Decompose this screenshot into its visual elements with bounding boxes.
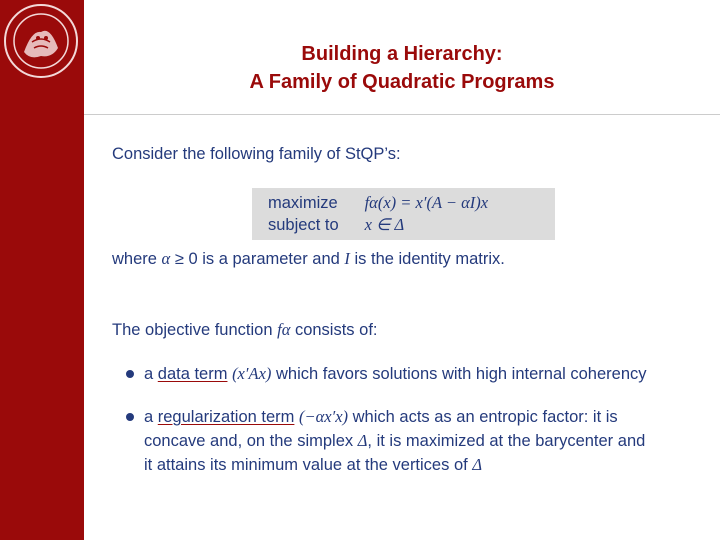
alpha-symbol: α <box>161 249 171 268</box>
bullet2-rest: which acts as an entropic factor: it is <box>352 408 618 426</box>
bullet2-line2b: , it is maximized at the barycenter and <box>367 432 646 450</box>
bullet2-line2a: concave and, on the simplex <box>144 432 354 450</box>
bullet2-lead: a <box>144 408 158 426</box>
slide-title <box>84 40 720 96</box>
where-identity-text: is the identity matrix. <box>354 250 505 268</box>
title-divider <box>84 114 720 115</box>
bullet-dot <box>126 413 134 421</box>
objective-intro-text: The objective function <box>112 321 273 339</box>
where-parameter-text: 0 is a parameter and <box>188 250 340 268</box>
simplex-symbol-2: Δ <box>472 455 482 474</box>
identity-symbol: I <box>344 249 350 268</box>
quadratic-program-box <box>252 188 555 240</box>
where-word: where <box>112 250 157 268</box>
subject-to-row <box>268 215 404 235</box>
regularization-term-formula: (−αx′x) <box>299 407 349 426</box>
data-term-label: data term <box>157 365 228 383</box>
slide-title-line1: Building a Hierarchy: <box>301 43 503 65</box>
objective-formula: fα(x) = x′(A − αI)x <box>364 193 489 212</box>
bullet1-lead: a <box>144 365 158 383</box>
bullet1-rest: which favors solutions with high internal coherency <box>275 365 647 383</box>
objective-intro-tail: consists of: <box>294 321 378 339</box>
geq-symbol: ≥ <box>174 250 184 268</box>
regularization-term-label: regularization term <box>157 408 295 426</box>
bullet2-line3 <box>144 455 482 475</box>
bullet2-line3-text: it attains its minimum value at the vertices of <box>144 456 468 474</box>
objective-intro <box>112 320 378 340</box>
sidebar-band <box>0 0 84 540</box>
maximize-label: maximize <box>268 194 338 212</box>
bullet-dot <box>126 370 134 378</box>
where-line <box>112 249 505 269</box>
intro-text: Consider the following family of StQP’s: <box>112 145 401 163</box>
bullet2-line2 <box>144 431 645 451</box>
subject-to-label: subject to <box>268 216 339 234</box>
slide-title-line2: A Family of Quadratic Programs <box>249 71 555 93</box>
constraint-formula: x ∈ Δ <box>364 215 405 234</box>
bullet-data-term <box>144 364 647 384</box>
bullet-regularization-term <box>144 407 618 427</box>
simplex-symbol: Δ <box>357 431 368 450</box>
data-term-formula: (x′Ax) <box>232 364 272 383</box>
university-seal-icon <box>2 2 80 80</box>
objective-symbol: fα <box>277 320 291 339</box>
maximize-row <box>268 193 488 213</box>
